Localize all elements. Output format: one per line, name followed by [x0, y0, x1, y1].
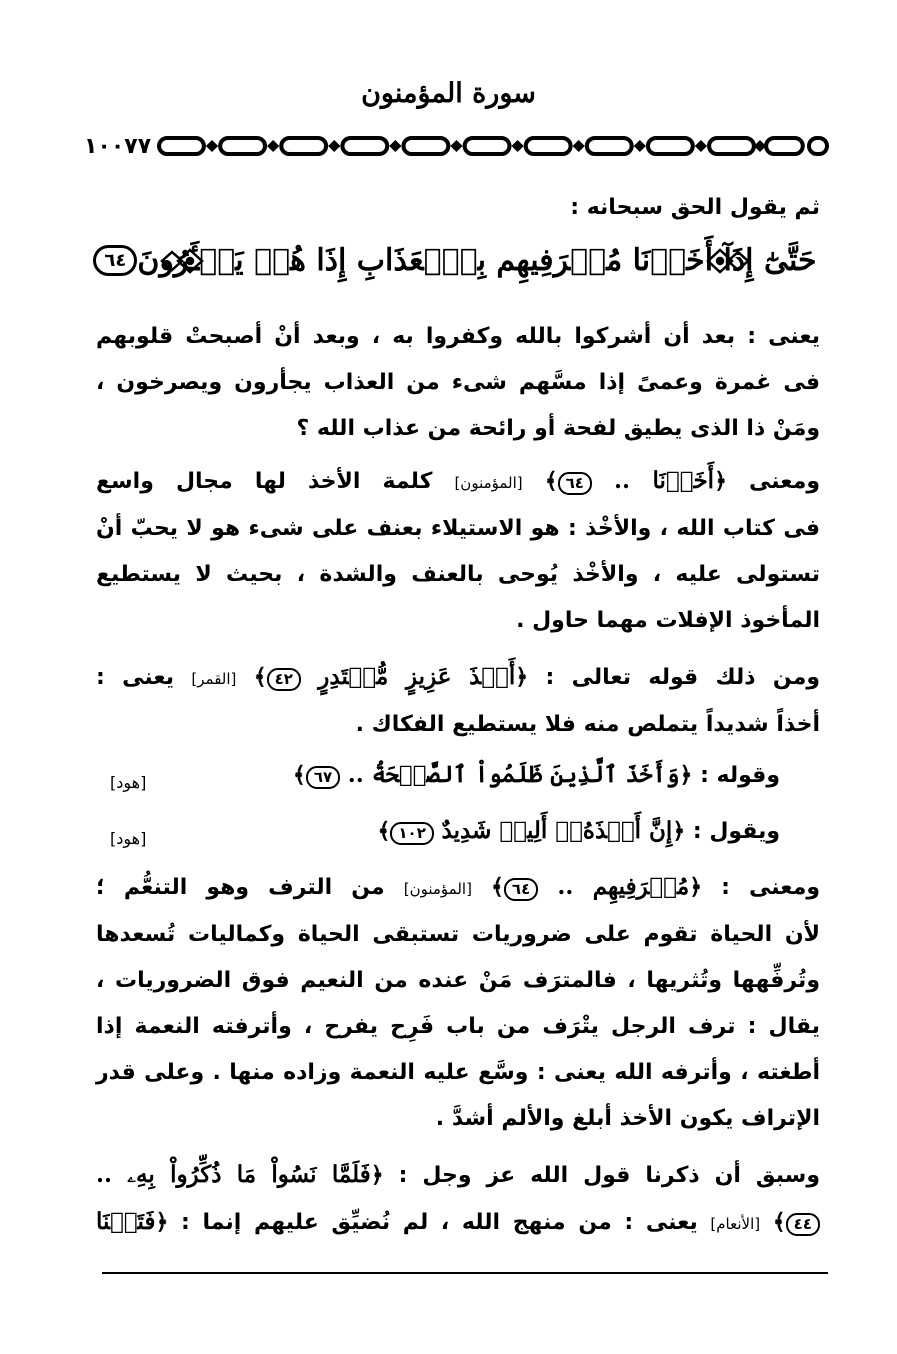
- page-number: ١٠٠٧٧: [84, 133, 152, 159]
- verse-text: حَتَّىٰٓ إِذَآ أَخَذۡنَا مُتۡرَفِيهِم بِٱلۡعَذَابِ إِذَا هُمۡ يَجۡـَٔرُونَ: [137, 242, 817, 278]
- surah-reference: [هود]: [110, 829, 147, 848]
- surah-title: سورة المؤمنون: [361, 78, 536, 109]
- quran-quote: إِنَّ أَخۡذَهُۥٓ أَلِيمٞ شَدِيدٌ: [441, 817, 673, 844]
- chain-ornament: [155, 130, 807, 162]
- verse-ayah-marker: [93, 245, 137, 276]
- ayah-number: ١٠٢: [390, 822, 433, 845]
- surah-reference: [المؤمنون]: [403, 880, 472, 898]
- surah-reference: [المؤمنون]: [454, 474, 523, 492]
- paragraph-6: ومعنى : ﴿مُتۡرَفِيهِم .. ٦٤﴾ [المؤمنون] من الترف وهو التنعُّم ؛ لأن الحياة تقوم على ضروريات تستبقى الحياة وكماليات تُسعدها وتُرفِّهها وتُثريها ، فالمترَف مَنْ عنده من النعيم فوق الضروريات ، يقال : ترف الرجل يتْرَف من باب فَرِح يفرح ، وأترفته النعمة إذا أطغته ، وأترفه الله يعنى : وسَّع عليه النعمة وزاده منها . وعلى قدر الإتراف يكون الأخذ أبلغ والألم أشدَّ .: [96, 873, 820, 1131]
- paragraph-7: وسبق أن ذكرنا قول الله عز وجل : ﴿فَلَمَّا نَسُواْ مَا ذُكِّرُواْ بِهِۦ .. ٤٤﴾ [الأنعام] يعنى : من منهج الله ، لم نُضيِّق عليهم إنما : ﴿فَتَحۡنَا: [96, 1161, 820, 1235]
- header-ornament-band: [76, 130, 829, 162]
- verse-banner: [104, 230, 817, 290]
- ayah-number: ٤٤: [786, 1213, 820, 1236]
- paragraph-4: وقوله : ﴿وَأَخَذَ ٱلَّذِينَ ظَلَمُواْ ٱلصَّيۡحَةُ .. ٦٧﴾: [292, 761, 780, 788]
- quran-quote: أَخۡذَ عَزِيزٍ مُّقۡتَدِرٍ: [318, 663, 516, 690]
- ayah-number: ٦٤: [558, 472, 592, 495]
- quran-quote: مُتۡرَفِيهِم ..: [557, 873, 690, 900]
- paragraph-2: ومعنى ﴿أَخَذۡنَا .. ٦٤﴾ [المؤمنون] كلمة الأخذ لها مجال واسع فى كتاب الله ، والأخْذ : هو الاستيلاء بعنف على شىء هو لا يحبّ أنْ تستولى عليه ، والأخْذ يُوحى بالعنف والشدة ، بحيث لا يستطيع المأخوذ الإفلات مهما حاول .: [96, 467, 820, 633]
- quran-quote: فَتَحۡنَا: [96, 1208, 156, 1235]
- surah-reference: [هود]: [110, 773, 147, 792]
- ayah-number: ٦٧: [306, 766, 340, 789]
- quran-quote: وَأَخَذَ ٱلَّذِينَ ظَلَمُواْ ٱلصَّيۡحَةُ ..: [347, 761, 680, 788]
- intro-line: ثم يقول الحق سبحانه :: [570, 195, 820, 220]
- ayah-number: ٦٤: [504, 878, 538, 901]
- quran-quote: فَلَمَّا نَسُواْ مَا ذُكِّرُواْ بِهِۦ ..: [96, 1161, 371, 1188]
- verse-ayah-number: ٦٤: [104, 249, 127, 271]
- surah-reference: [الأنعام]: [710, 1215, 761, 1233]
- paragraph-5: ويقول : ﴿إِنَّ أَخۡذَهُۥٓ أَلِيمٞ شَدِيدٌ ١٠٢﴾: [377, 817, 780, 844]
- ayah-number: ٤٢: [267, 668, 301, 691]
- footer-rule: [102, 1272, 828, 1274]
- quran-quote: أَخَذۡنَا ..: [614, 467, 715, 494]
- surah-reference: [القمر]: [191, 670, 237, 688]
- paragraph-1: يعنى : بعد أن أشركوا بالله وكفروا به ، وبعد أنْ أصبحتْ قلوبهم فى غمرة وعمىً إذا مسَّهم شىء من العذاب يجأرون ويصرخون ، ومَنْ ذا الذى يطيق لفحة أو رائحة من عذاب الله ؟: [96, 324, 820, 441]
- paragraph-3: ومن ذلك قوله تعالى : ﴿أَخۡذَ عَزِيزٍ مُّقۡتَدِرٍ ٤٢﴾ [القمر] يعنى : أخذاً شديداً يتملص منه فلا يستطيع الفكاك .: [96, 663, 820, 737]
- chain-end-ornament: [807, 130, 829, 162]
